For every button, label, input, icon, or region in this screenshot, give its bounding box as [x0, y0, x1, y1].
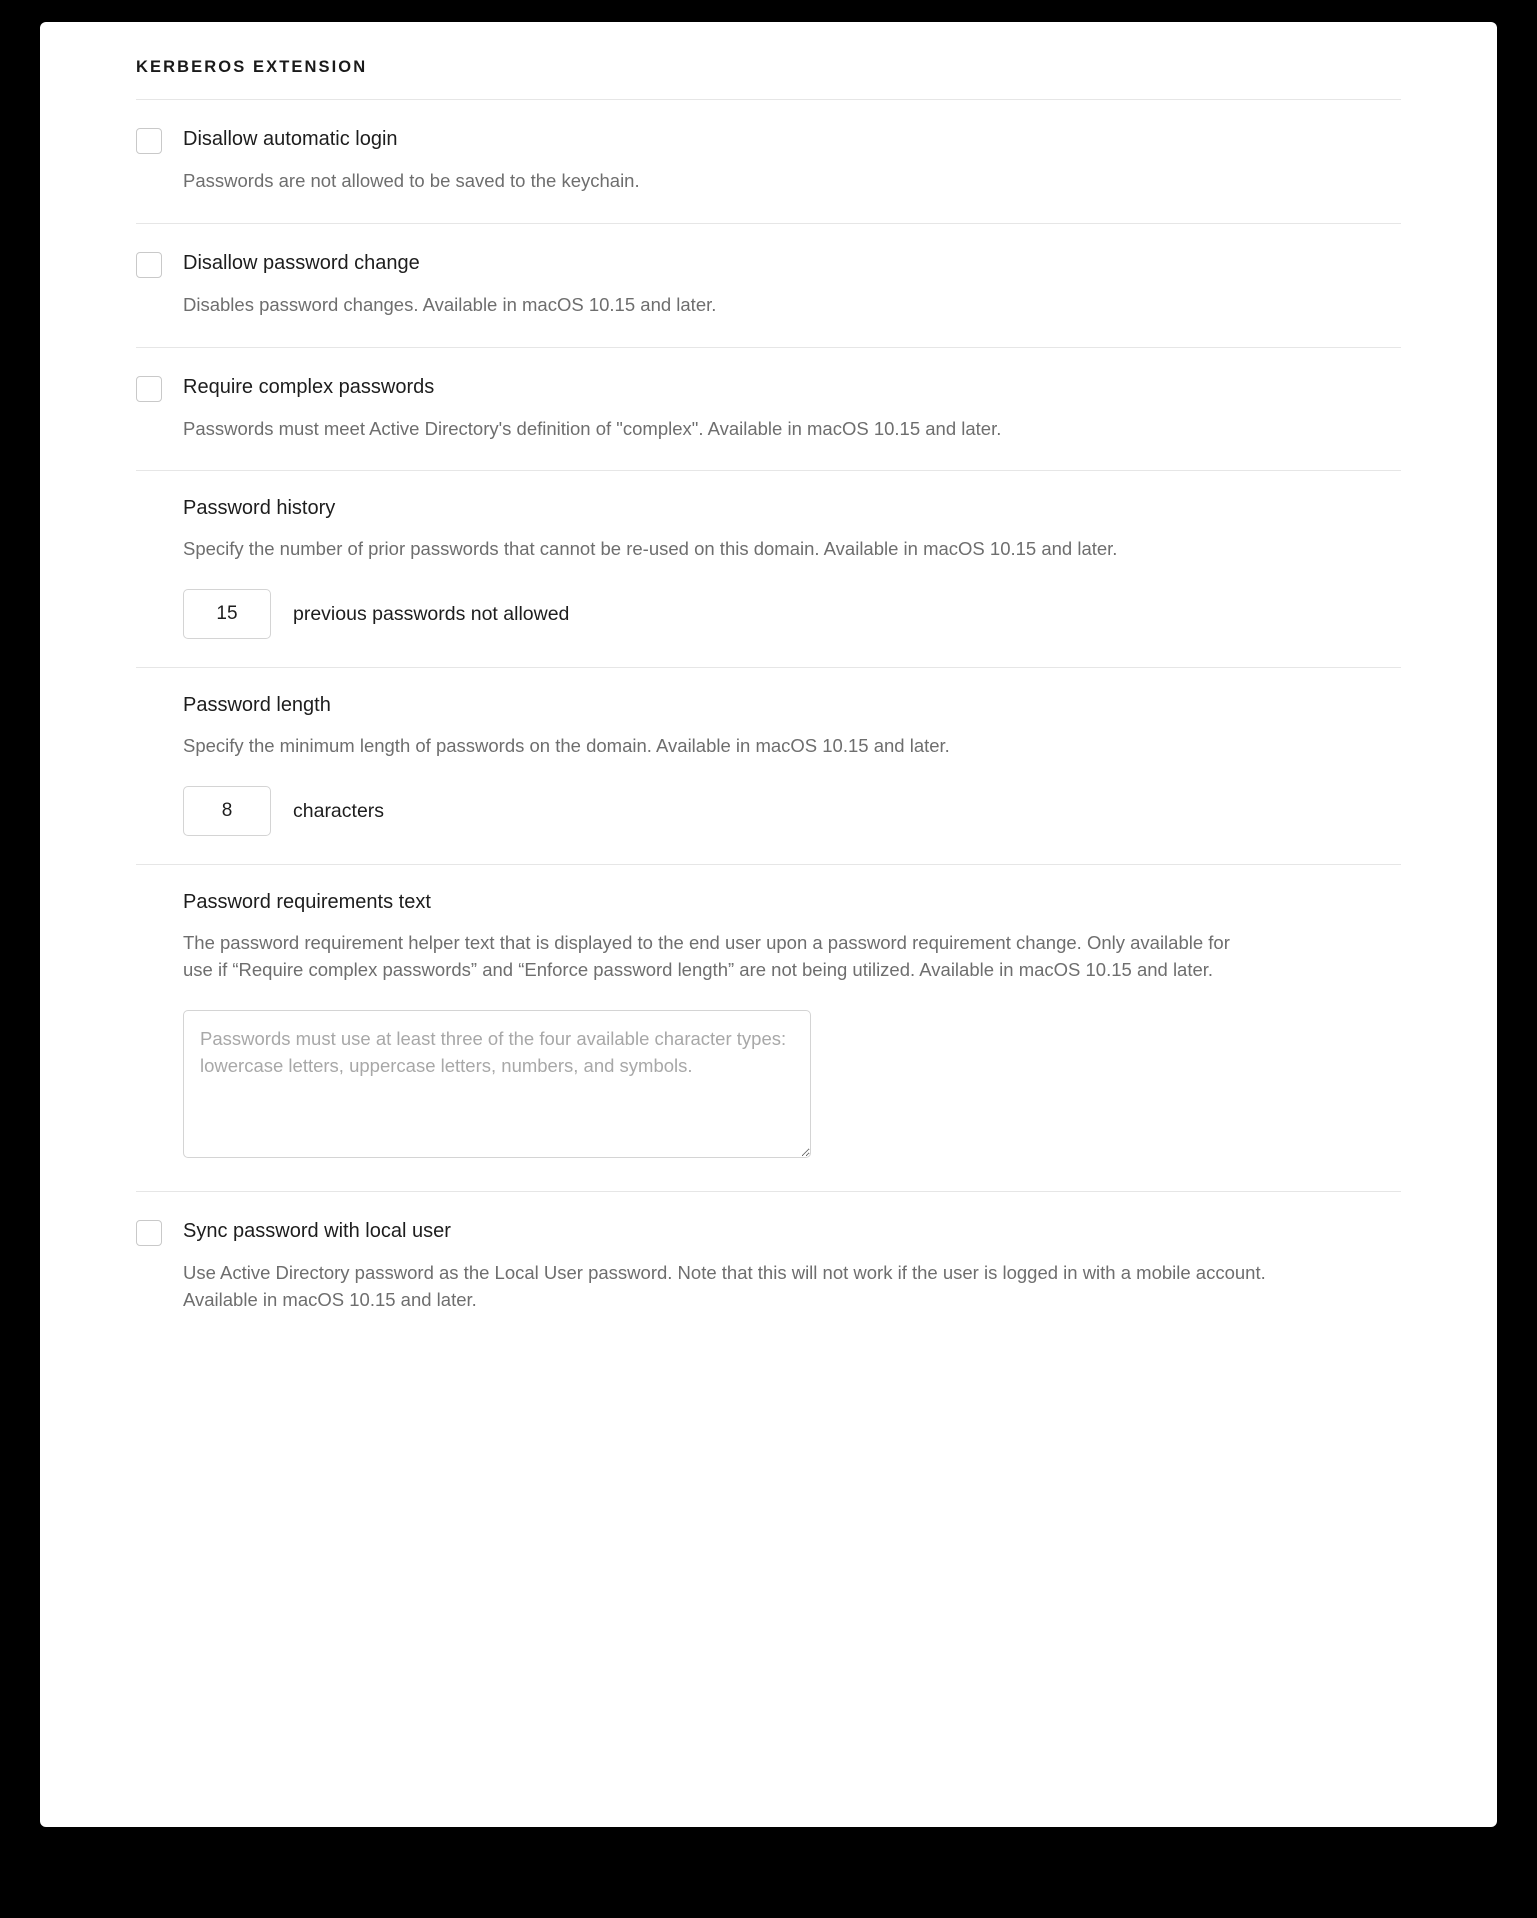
password-history-suffix: previous passwords not allowed — [293, 602, 570, 625]
setting-label: Password length — [183, 694, 331, 717]
password-history-input[interactable] — [183, 589, 271, 639]
setting-label: Disallow password change — [183, 251, 420, 274]
checkbox-disallow-automatic-login[interactable] — [136, 128, 162, 154]
setting-body — [183, 250, 1401, 319]
password-requirements-textarea[interactable] — [183, 1010, 811, 1158]
setting-description: Passwords are not allowed to be saved to the keychain. — [183, 170, 640, 191]
password-length-input[interactable] — [183, 786, 271, 836]
setting-label: Password history — [183, 497, 336, 520]
setting-label: Sync password with local user — [183, 1219, 451, 1242]
setting-label: Disallow automatic login — [183, 128, 398, 150]
password-requirements-textarea-wrap — [183, 1010, 1401, 1163]
checkbox-disallow-password-change[interactable] — [136, 252, 162, 278]
setting-row-password-length — [40, 668, 1497, 864]
setting-row-disallow-password-change — [40, 224, 1497, 347]
setting-description: Passwords must meet Active Directory's definition of "complex". Available in macOS 10.15 and later. — [183, 417, 1002, 439]
setting-label: Require complex passwords — [183, 375, 435, 398]
setting-description: Specify the minimum length of passwords on the domain. Available in macOS 10.15 and later. — [183, 735, 950, 757]
setting-body — [183, 374, 1401, 443]
setting-description: Use Active Directory password as the Local User password. Note that this will not work if the user is logged in with a mobile account. Available in macOS 10.15 and later. — [183, 1261, 1266, 1310]
kerberos-extension-panel — [40, 22, 1497, 1827]
setting-row-disallow-automatic-login — [40, 100, 1497, 223]
setting-row-password-requirements-text — [40, 865, 1497, 1191]
setting-row-require-complex-passwords — [40, 348, 1497, 471]
password-length-input-line — [183, 786, 1401, 836]
setting-row-sync-password-with-local-user — [40, 1192, 1497, 1342]
setting-description: The password requirement helper text that is displayed to the end user upon a password requirement change. Only available for use if “Require complex passwords” and “Enforce password length” are not being utilized. Available in macOS 10.15 and later. — [183, 932, 1230, 980]
checkbox-sync-password-with-local-user[interactable] — [136, 1220, 162, 1246]
setting-description: Specify the number of prior passwords that cannot be re-used on this domain. Available in macOS 10.15 and later. — [183, 538, 1118, 560]
setting-label: Password requirements text — [183, 891, 431, 914]
setting-description: Disables password changes. Available in macOS 10.15 and later. — [183, 293, 717, 315]
setting-body — [183, 1218, 1401, 1314]
checkbox-require-complex-passwords[interactable] — [136, 376, 162, 402]
page-title: KERBEROS EXTENSION — [136, 58, 368, 76]
password-length-suffix: characters — [293, 799, 385, 822]
password-history-input-line — [183, 589, 1401, 639]
setting-row-password-history — [40, 471, 1497, 667]
setting-body — [183, 126, 1401, 195]
